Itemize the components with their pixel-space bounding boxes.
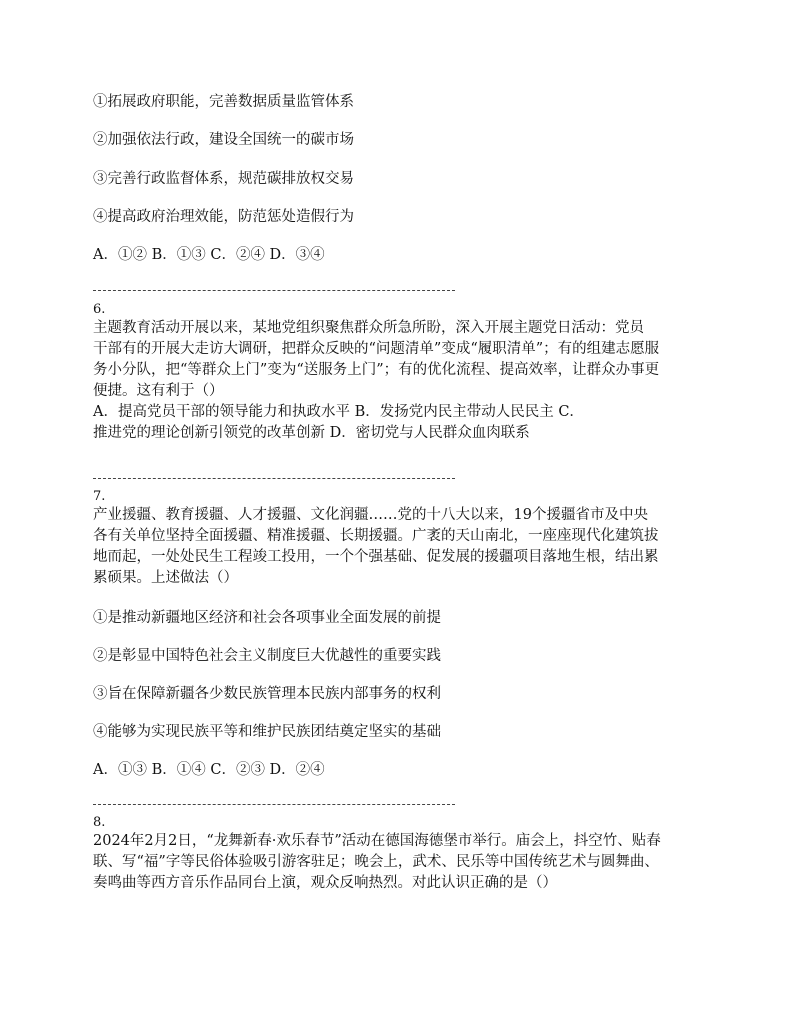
q6-number: 6. <box>93 302 106 317</box>
q7-stem <box>93 505 705 589</box>
q6-stem-line: 干部有的开展大走访大调研，把群众反映的“问题清单”变成“履职清单”；有的组建志愿服 <box>93 341 660 357</box>
q6-stem-line: 便捷。这有利于（） <box>93 383 224 399</box>
q7-stem-line: 地而起，一处处民生工程竣工投用，一个个强基础、促发展的援疆项目落地生根，结出累 <box>93 549 659 565</box>
q7-option-2: ②是彰显中国特色社会主义制度巨大优越性的重要实践 <box>93 648 441 664</box>
q7-stem-line: 产业援疆、教育援疆、人才援疆、文化润疆……党的十八大以来，19个援疆省市及中央 <box>93 507 648 523</box>
separator-line <box>93 804 455 805</box>
q8-stem-line: 2024年2月2日，“龙舞新春·欢乐春节”活动在德国海德堡市举行。庙会上，抖空竹、贴春 <box>93 833 661 849</box>
separator-line <box>93 478 455 479</box>
q7-option-1: ①是推动新疆地区经济和社会各项事业全面发展的前提 <box>93 610 441 626</box>
q8-number: 8. <box>93 815 106 830</box>
q5-option-2: ②加强依法行政，建设全国统一的碳市场 <box>93 132 354 148</box>
q7-stem-line: 累硕果。上述做法（） <box>93 570 238 586</box>
separator-line <box>93 290 455 291</box>
q5-option-4: ④提高政府治理效能，防范惩处造假行为 <box>93 209 354 225</box>
q8-stem <box>93 831 705 894</box>
q6-stem <box>93 318 705 444</box>
q5-choices: A．①② B．①③ C．②④ D．③④ <box>93 247 325 263</box>
q8-stem-line: 奏鸣曲等西方音乐作品同台上演，观众反响热烈。对此认识正确的是（） <box>93 875 557 891</box>
q7-option-4: ④能够为实现民族平等和维护民族团结奠定坚实的基础 <box>93 724 441 740</box>
q7-number: 7. <box>93 489 106 504</box>
q7-option-3: ③旨在保障新疆各少数民族管理本民族内部事务的权利 <box>93 686 441 702</box>
q6-stem-line: 务小分队，把“等群众上门”变为“送服务上门”；有的优化流程、提高效率，让群众办事更 <box>93 362 660 378</box>
q7-choices: A．①③ B．①④ C．②③ D．②④ <box>93 762 325 778</box>
q6-choices-line: 推进党的理论创新引领党的改革创新 D．密切党与人民群众血肉联系 <box>93 425 530 441</box>
q7-stem-line: 各有关单位坚持全面援疆、精准援疆、长期援疆。广袤的天山南北，一座座现代化建筑拔 <box>93 528 659 544</box>
q5-option-3: ③完善行政监督体系，规范碳排放权交易 <box>93 171 354 187</box>
q6-stem-line: 主题教育活动开展以来，某地党组织聚焦群众所急所盼，深入开展主题党日活动：党员 <box>93 320 644 336</box>
q5-option-1: ①拓展政府职能，完善数据质量监管体系 <box>93 94 354 110</box>
q8-stem-line: 联、写“福”字等民俗体验吸引游客驻足；晚会上，武术、民乐等中国传统艺术与圆舞曲、 <box>93 854 659 870</box>
q6-choices-line: A．提高党员干部的领导能力和执政水平 B．发扬党内民主带动人民民主 C． <box>93 404 584 420</box>
